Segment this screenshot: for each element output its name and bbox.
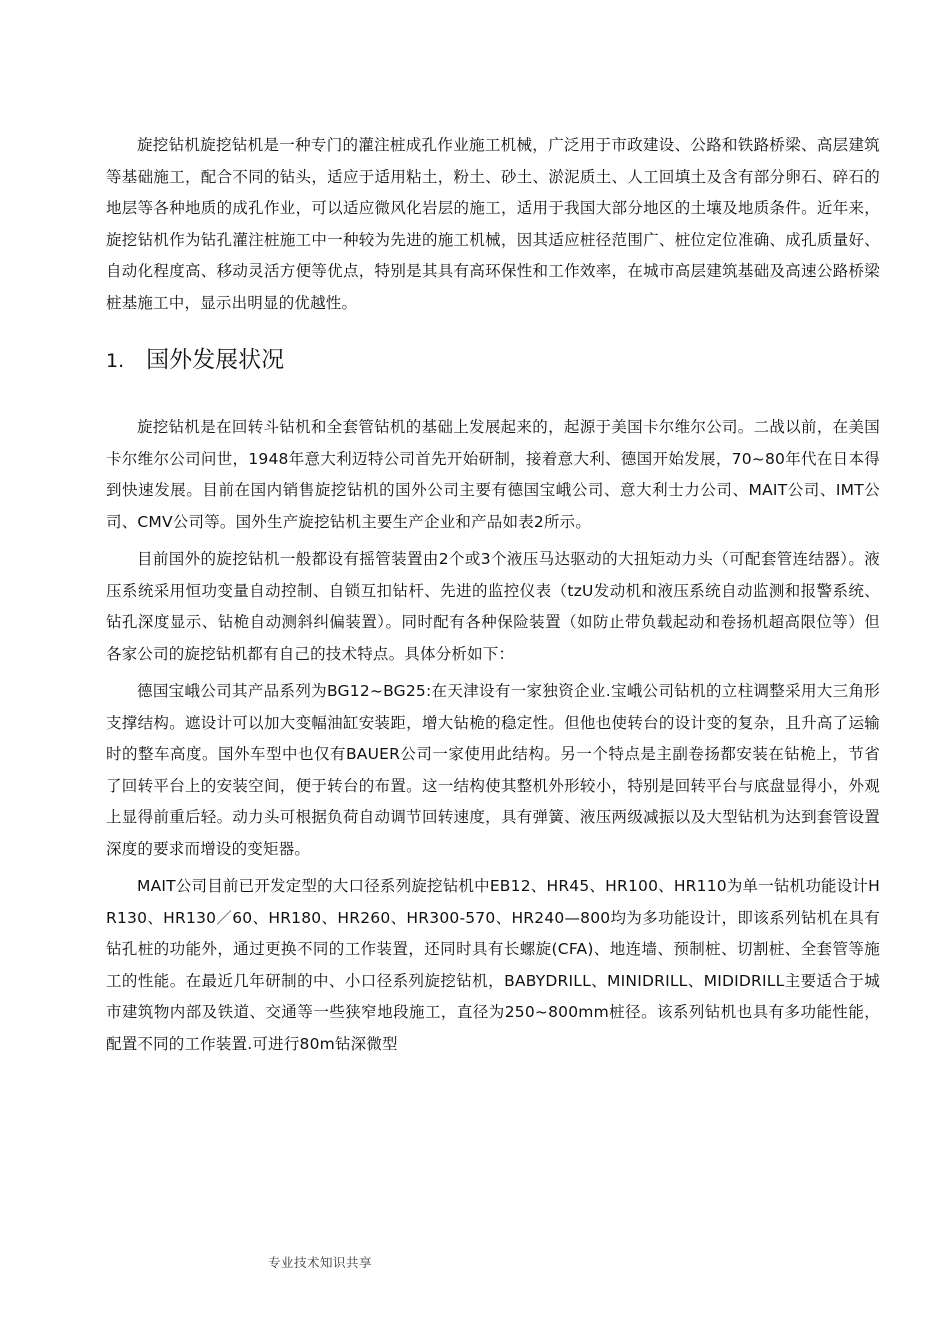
document-body <box>106 130 880 1060</box>
page-footer: 专业技术知识共享 <box>268 1255 373 1270</box>
section-number: 1. <box>106 350 125 372</box>
section-title: 国外发展状况 <box>146 347 285 373</box>
body-paragraph-3: 德国宝峨公司其产品系列为BG12~BG25:在天津设有一家独资企业.宝峨公司钻机的立柱调整采用大三角形支撑结构。遮设计可以加大变幅油缸安装距，增大钻桅的稳定性。但他也使转台的设计变的复杂，且升高了运输时的整车高度。国外车型中也仅有BAUER公司一家使用此结构。另一个特点是主副卷扬都安装在钻桅上，节省了回转平台上的安装空间，便于转台的布置。这一结构使其整机外形较小，特别是回转平台与底盘显得小，外观上显得前重后轻。动力头可根据负荷自动调节回转速度，具有弹簧、液压两级减振以及大型钻机为达到套管设置深度的要求而增设的变矩器。 <box>106 682 880 858</box>
body-paragraph-2: 目前国外的旋挖钻机一般都设有摇管装置由2个或3个液压马达驱动的大扭矩动力头（可配套管连结器）。液压系统采用恒功变量自动控制、自锁互扣钻杆、先进的监控仪表（tzU发动机和液压系统自动监测和报警系统、钻孔深度显示、钻桅自动测斜纠偏装置）。同时配有各种保险装置（如防止带负载起动和卷扬机超高限位等）但各家公司的旋挖钻机都有自己的技术特点。具体分析如下： <box>106 550 880 663</box>
body-paragraph-1: 旋挖钻机是在回转斗钻机和全套管钻机的基础上发展起来的，起源于美国卡尔维尔公司。二战以前，在美国卡尔维尔公司问世，1948年意大利迈特公司首先开始研制，接着意大利、德国开始发展，70~80年代在日本得到快速发展。目前在国内销售旋挖钻机的国外公司主要有德国宝峨公司、意大利士力公司、MAIT公司、IMT公司、CMV公司等。国外生产旋挖钻机主要生产企业和产品如表2所示。 <box>106 418 880 531</box>
intro-paragraph: 旋挖钻机旋挖钻机是一种专门的灌注桩成孔作业施工机械，广泛用于市政建设、公路和铁路桥梁、高层建筑等基础施工，配合不同的钻头，适应于适用粘土，粉土、砂土、淤泥质土、人工回填土及含有部分卵石、碎石的地层等各种地质的成孔作业，可以适应微风化岩层的施工，适用于我国大部分地区的土壤及地质条件。近年来，旋挖钻机作为钻孔灌注桩施工中一种较为先进的施工机械，因其适应桩径范围广、桩位定位准确、成孔质量好、自动化程度高、移动灵活方便等优点，特别是其具有高环保性和工作效率，在城市高层建筑基础及高速公路桥梁桩基施工中，显示出明显的优越性。 <box>106 136 880 312</box>
section-heading <box>106 337 880 384</box>
body-paragraph-4: MAIT公司目前已开发定型的大口径系列旋挖钻机中EB12、HR45、HR100、HR110为单一钻机功能设计HR130、HR130／60、HR180、HR260、HR300-570、HR240—800均为多功能设计，即该系列钻机在具有钻孔桩的功能外，通过更换不同的工作装置，还同时具有长螺旋(CFA)、地连墙、预制桩、切割桩、全套管等施工的性能。在最近几年研制的中、小口径系列旋挖钻机，BABYDRILL、MINIDRILL、MIDIDRILL主要适合于城市建筑物内部及铁道、交通等一些狭窄地段施工，直径为250~800mm桩径。该系列钻机也具有多功能性能，配置不同的工作装置.可进行80m钻深微型 <box>106 877 880 1053</box>
